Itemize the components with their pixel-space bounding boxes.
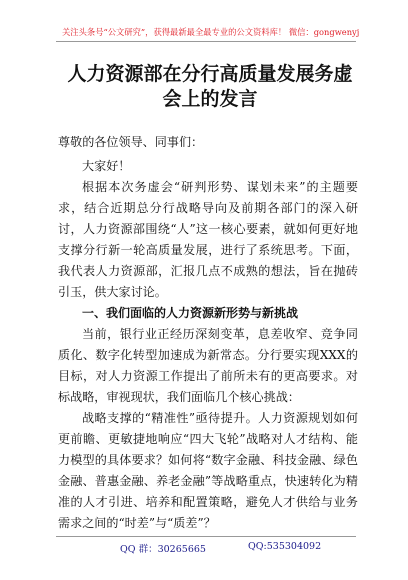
document-body xyxy=(58,132,358,534)
footer-qq: QQ:535304092 xyxy=(247,541,322,552)
greeting: 大家好！ xyxy=(82,159,131,173)
footer-qq-group: QQ 群：30265665 xyxy=(120,544,206,555)
section-paragraph: 当前，银行业正经历深刻变革，息差收窄、竞争同质化、数字化转型加速成为新常态。分行要实现XXX的目标，对人力资源工作提出了前所未有的更高要求。对标战略，审视现状，我们面临几个核心挑战： xyxy=(58,327,358,404)
section-heading: 一、我们面临的人力资源新形势与新挑战 xyxy=(82,306,299,320)
document-title: 人力资源部在分行高质量发展务虚会上的发言 xyxy=(67,63,353,110)
section-point: 战略支撑的“精准性”亟待提升。人力资源规划如何更前瞻、更敏捷地响应“四大飞轮”战略对人才结构、能力模型的具体要求？如何将“数字金融、科技金融、绿色金融、普惠金融、养老金融”等战略重点，快速转化为精准的人才引进、培养和配置策略，避免人才供给与业务需求之间的“时差”与“质差”？ xyxy=(58,411,358,530)
footer-divider xyxy=(56,536,356,537)
header-notice: 关注头条号“公文研究”，获得最新最全最专业的公文资料库！ 微信：gongwenyj xyxy=(62,27,360,37)
footer xyxy=(120,541,321,555)
header-divider xyxy=(56,41,356,42)
intro-paragraph: 根据本次务虚会“研判形势、谋划未来”的主题要求，结合近期总分行战略导向及前期各部门的深入研讨，人力资源部围绕“人”这一核心要素，就如何更好地支撑分行新一轮高质量发展，进行了系统思考。下面，我代表人力资源部，汇报几点不成熟的想法，旨在抛砖引玉，供大家讨论。 xyxy=(58,180,358,299)
salutation: 尊敬的各位领导、同事们： xyxy=(58,135,204,149)
